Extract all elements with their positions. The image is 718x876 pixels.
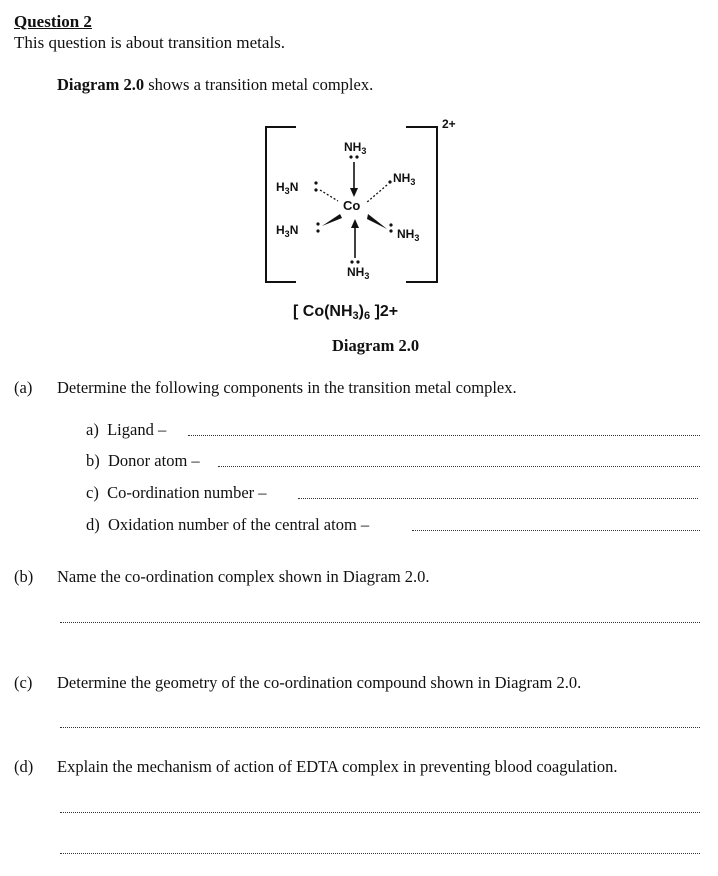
answer-line-part-b[interactable] bbox=[60, 622, 700, 623]
part-c-text: Determine the geometry of the co-ordination compound shown in Diagram 2.0. bbox=[57, 673, 582, 692]
question-intro: This question is about transition metals. bbox=[14, 33, 286, 52]
ligand-bottom bbox=[347, 265, 369, 281]
answer-line-donor-atom[interactable] bbox=[218, 466, 700, 467]
part-c-letter: (c) bbox=[14, 673, 33, 692]
item-text: Ligand – bbox=[107, 420, 167, 439]
ligand-left-lower-text: $H_3N$ bbox=[276, 223, 299, 239]
formula-close: ]2+ bbox=[370, 303, 399, 320]
diagram-intro-ref: Diagram 2.0 bbox=[57, 75, 145, 94]
charge-label: 2+ bbox=[442, 117, 456, 131]
item-label: a) bbox=[86, 420, 99, 439]
part-d-text: Explain the mechanism of action of EDTA complex in preventing blood coagulation. bbox=[57, 757, 618, 776]
item-label: b) bbox=[86, 451, 100, 470]
bracket-left bbox=[266, 127, 299, 282]
formula-sub-3: 3 bbox=[352, 310, 359, 322]
part-b-letter: (b) bbox=[14, 567, 34, 586]
answer-line-coordination-number[interactable] bbox=[298, 498, 698, 499]
answer-line-ligand[interactable] bbox=[188, 435, 700, 436]
ligand-left-upper-text: $H_3N$ bbox=[276, 180, 299, 196]
item-text: Oxidation number of the central atom – bbox=[108, 515, 370, 534]
item-text: Co-ordination number – bbox=[107, 483, 267, 502]
ligand-top-text: $NH_3$ bbox=[344, 140, 367, 156]
part-a-item-ligand bbox=[86, 420, 166, 440]
answer-line-part-d-2[interactable] bbox=[60, 853, 700, 854]
ligand-right-upper bbox=[393, 171, 415, 187]
part-a-item-coordination-number bbox=[86, 483, 267, 503]
answer-line-oxidation-number[interactable] bbox=[412, 530, 700, 531]
ligand-bottom-text: $NH_3$ bbox=[347, 265, 370, 281]
diagram-caption: Diagram 2.0 bbox=[332, 336, 420, 355]
item-label: c) bbox=[86, 483, 99, 502]
ligand-right-upper-text: $NH_3$ bbox=[393, 171, 416, 187]
item-text: Donor atom – bbox=[108, 451, 200, 470]
part-a-letter: (a) bbox=[14, 378, 33, 397]
ligand-top bbox=[344, 140, 366, 156]
central-atom: Co bbox=[343, 198, 361, 213]
ligand-left-upper bbox=[276, 180, 298, 196]
part-b-text: Name the co-ordination complex shown in Diagram 2.0. bbox=[57, 567, 430, 586]
formula-open: [ Co(NH bbox=[293, 303, 353, 320]
ligand-left-lower bbox=[276, 223, 298, 239]
diagram-intro-text: shows a transition metal complex. bbox=[144, 75, 374, 94]
formula-mid: ) bbox=[358, 303, 364, 320]
complex-formula bbox=[293, 303, 398, 322]
bracket-right bbox=[406, 127, 437, 282]
ligand-right-lower-text: $NH_3$ bbox=[397, 227, 420, 243]
formula-sub-6: 6 bbox=[364, 310, 371, 322]
part-a-item-oxidation-number bbox=[86, 515, 369, 535]
ligand-right-lower bbox=[397, 227, 419, 243]
part-a-text: Determine the following components in the transition metal complex. bbox=[57, 378, 517, 397]
question-title: Question 2 bbox=[14, 12, 92, 31]
part-d-letter: (d) bbox=[14, 757, 34, 776]
item-label: d) bbox=[86, 515, 100, 534]
complex-diagram bbox=[0, 0, 718, 300]
answer-line-part-c[interactable] bbox=[60, 727, 700, 728]
answer-line-part-d-1[interactable] bbox=[60, 812, 700, 813]
part-a-item-donor-atom bbox=[86, 451, 200, 471]
